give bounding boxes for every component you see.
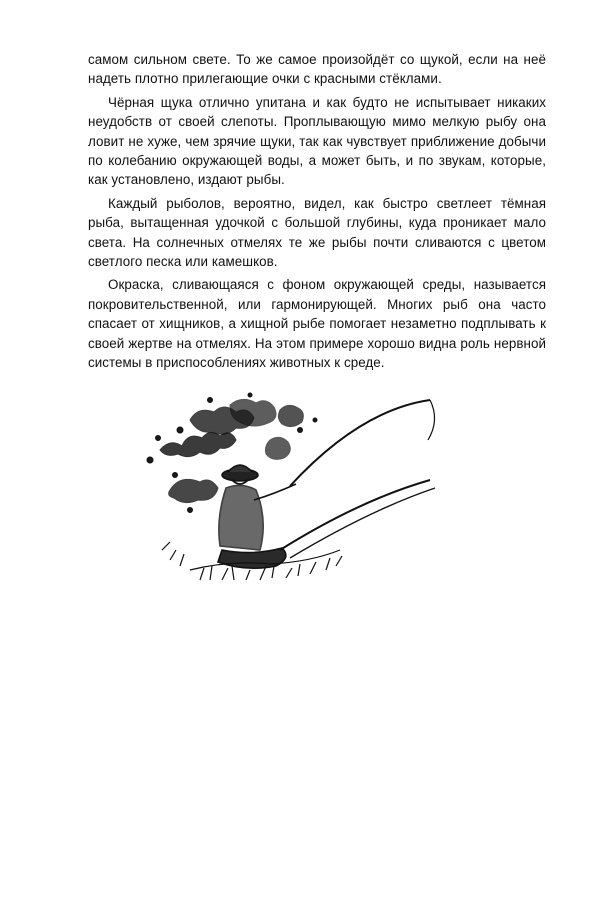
body-text (88, 50, 546, 373)
paragraph-1: самом сильном свете. То же самое произойдёт со щукой, если на неё надеть плотно прилегающие очки с красными стёклами. (88, 52, 546, 87)
fisherman-figure (218, 465, 296, 568)
paragraph-4: Окраска, сливающаяся с фоном окружающей среды, называется покровительственной, или гармонирующей. Многих рыб она часто спасает от хищников, а хищной рыбе помогает незаметно подплывать к своей жертве на отмелях. На этом примере хорошо видна роль нервной системы в приспособлениях животных к среде. (88, 277, 546, 371)
fishing-rods (280, 400, 435, 558)
paragraph-2: Чёрная щука отлично упитана и как будто не испытывает никаких неудобств от своей слепоты. Проплывающую мимо мелкую рыбу она ловит не хуже, чем зрячие щуки, так как чувствует приближение добычи по колебанию окружающей воды, а может быть, и по звукам, которые, как установлено, издают рыбы. (88, 94, 546, 188)
paragraph-3: Каждый рыболов, вероятно, видел, как быстро светлеет тёмная рыба, вытащенная удочкой с большой глубины, куда проникает мало света. На солнечных отмелях те же рыбы почти сливаются с цветом светлого песка или камешков. (88, 195, 546, 270)
fisherman-illustration (130, 380, 460, 590)
